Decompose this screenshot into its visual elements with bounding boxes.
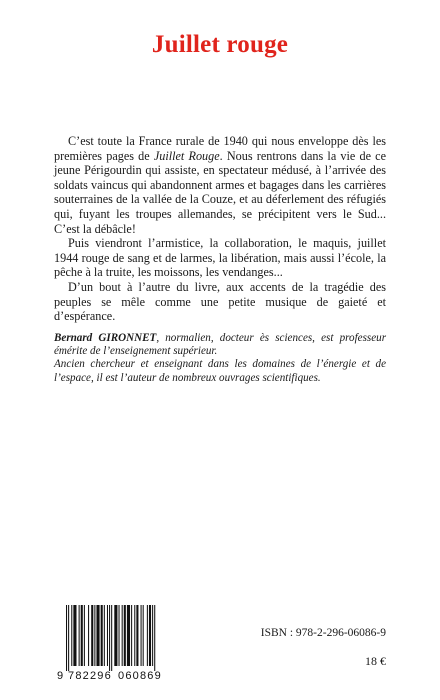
barcode-bar: [124, 605, 126, 666]
barcode-bar: [114, 605, 117, 666]
barcode-bar: [152, 605, 153, 666]
barcode-bar: [109, 605, 110, 671]
barcode-bars: [66, 605, 155, 671]
author-name: Bernard GIRONNET: [54, 332, 157, 344]
barcode-bar: [119, 605, 120, 666]
author-credentials: , normalien, docteur ès sciences, est professeur émérite de l’enseignement supérieur.: [54, 332, 387, 358]
barcode-bar: [66, 605, 67, 671]
isbn: ISBN : 978-2-296-06086-9: [260, 627, 386, 639]
book-title: Juillet rouge: [151, 31, 289, 58]
barcode-lead-digit: 9: [57, 670, 64, 681]
barcode-bar: [149, 605, 151, 666]
barcode-bar: [131, 605, 132, 666]
book-title-inline: Juillet Rouge: [153, 148, 220, 163]
barcode-bar: [141, 605, 142, 666]
barcode-bar: [73, 605, 76, 666]
barcode-bar: [68, 605, 69, 671]
back-cover-blurb: [54, 134, 386, 324]
barcode-bar: [147, 605, 148, 666]
barcode-bar: [136, 605, 138, 666]
barcode-bar: [111, 605, 112, 671]
barcode-bar: [94, 605, 95, 666]
blurb-paragraph-3: D’un bout à l’autre du livre, aux accents de la tragédie des peuples se mêle comme une petite musique de gaieté et d’espérance.: [54, 279, 386, 324]
barcode-bar: [127, 605, 130, 666]
barcode-bar: [88, 605, 89, 666]
barcode: [56, 605, 172, 681]
barcode-right-digits: 060869: [118, 670, 162, 681]
blurb-paragraph-1: [54, 134, 386, 236]
barcode-bar: [122, 605, 123, 666]
barcode-bar: [71, 605, 72, 666]
barcode-bar: [91, 605, 93, 666]
barcode-bar: [104, 605, 105, 666]
author-bio-line-2: Ancien chercheur et enseignant dans les domaines de l’énergie et de l’espace, il est l’auteur de nombreux ouvrages scientifiques.: [54, 358, 386, 384]
barcode-bar: [96, 605, 99, 666]
barcode-bar: [154, 605, 155, 671]
barcode-bar: [81, 605, 83, 666]
blurb-paragraph-2: Puis viendront l’armistice, la collaboration, le maquis, juillet 1944 rouge de sang et de larmes, la libération, mais aussi l’école, la pêche à la truite, les moissons, les vendanges...: [54, 236, 386, 280]
author-bio: [54, 332, 386, 385]
barcode-left-digits: 782296: [68, 670, 112, 681]
barcode-bar: [143, 605, 144, 666]
price: 18 €: [365, 654, 386, 668]
barcode-bar: [107, 605, 108, 666]
barcode-bar: [134, 605, 135, 666]
blurb-text: . Nous rentrons dans la vie de ce jeune Périgourdin qui assiste, en spectateur médusé, à l’arrivée des soldats vaincus qui abandonnent armes et bagages dans les carrières souterraines de la vallée de la Couze, et au déferlement des réfugiés qui, fuyant les troupes allemandes, se précipitent vers le Sud... C’est la débâcle!: [54, 148, 386, 236]
author-bio-line-1: [54, 332, 386, 358]
barcode-bar: [101, 605, 103, 666]
barcode-bar: [79, 605, 80, 666]
barcode-bar: [84, 605, 85, 666]
blurb-text: C’est toute la France rurale de 1940 qui nous enveloppe dès les premières pages de: [54, 134, 386, 163]
